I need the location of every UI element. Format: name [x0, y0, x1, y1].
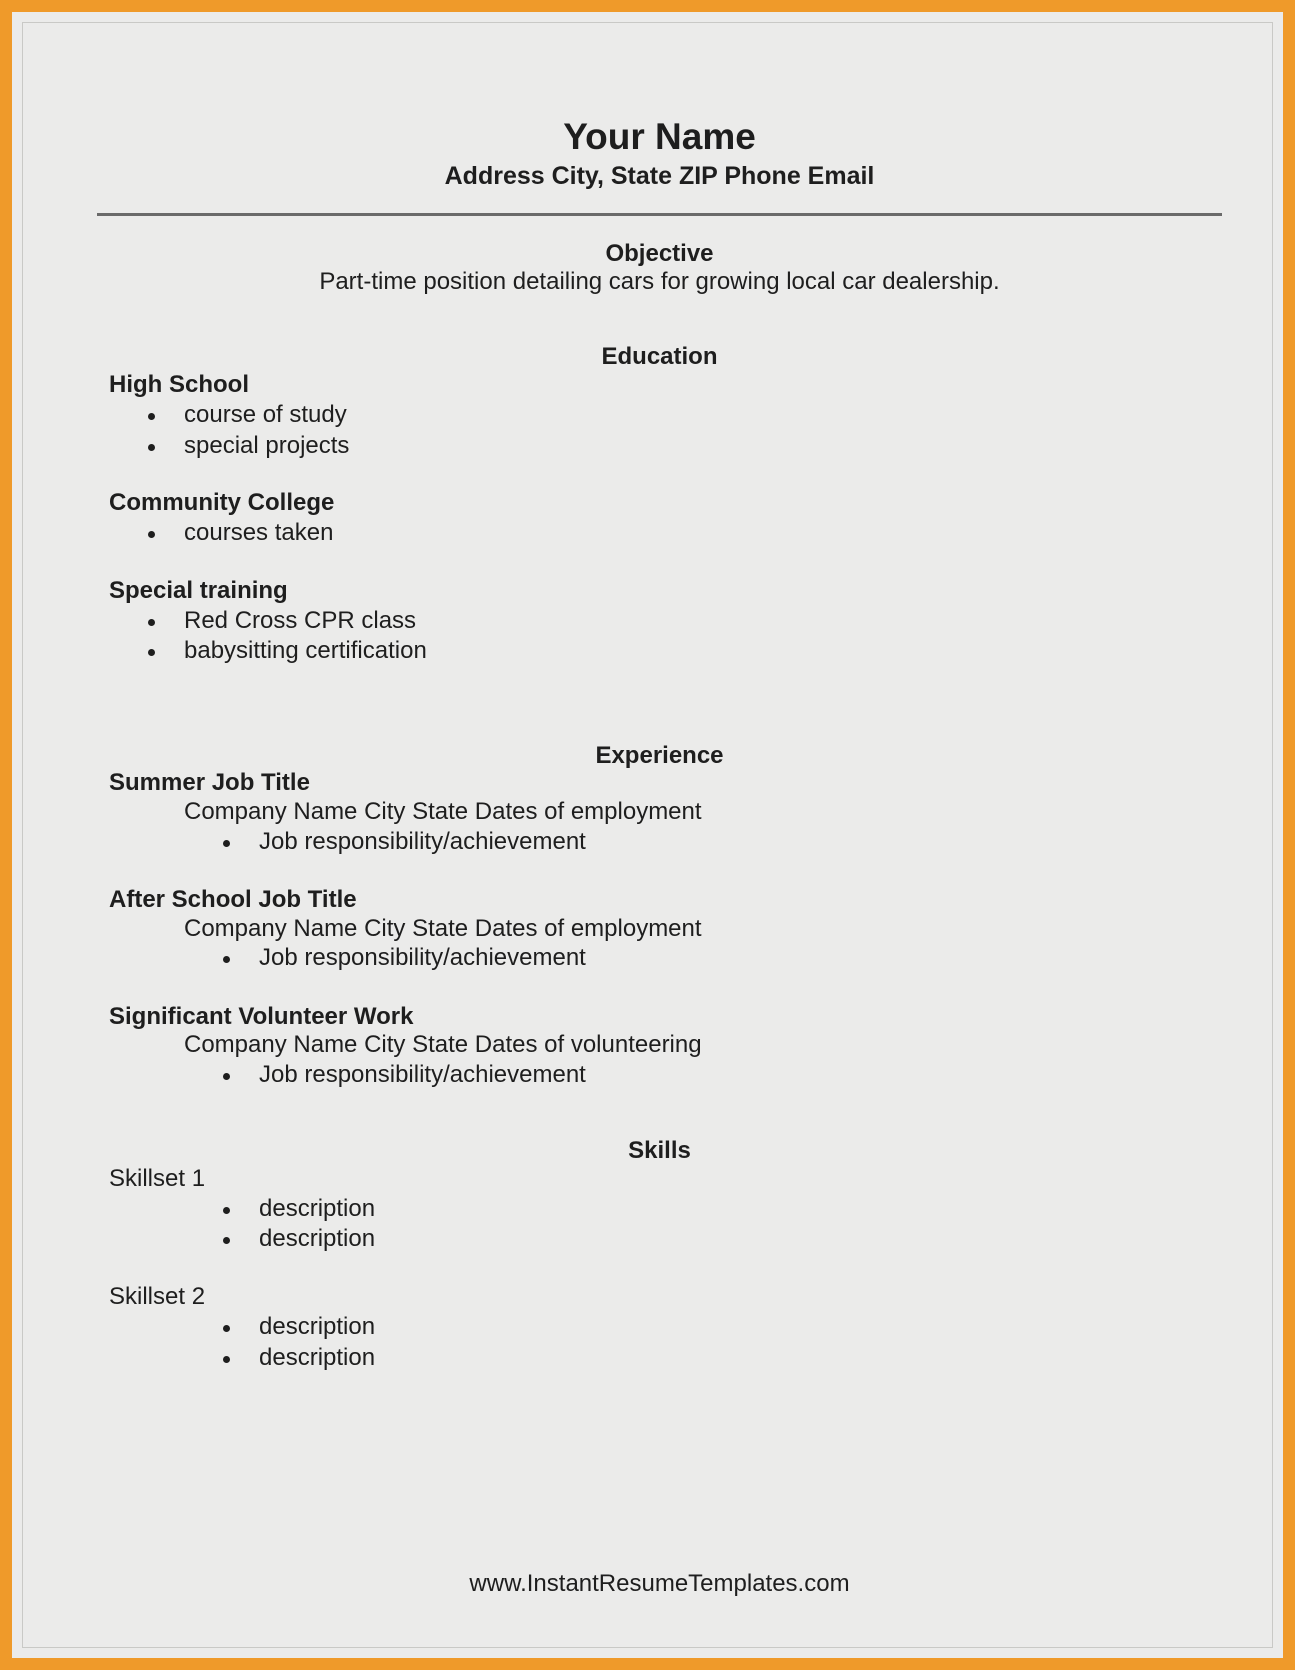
- education-group-title: Community College: [109, 489, 335, 516]
- job-details: Company Name City State Dates of volunteering: [184, 1031, 702, 1058]
- bullet-dot: [223, 1237, 230, 1244]
- education-item: course of study: [184, 401, 347, 428]
- contact-line: Address City, State ZIP Phone Email: [444, 162, 875, 190]
- skill-item: description: [259, 1344, 376, 1371]
- job-item: Job responsibility/achievement: [259, 944, 586, 971]
- footer-url: www.InstantResumeTemplates.com: [469, 1570, 850, 1597]
- education-item: babysitting certification: [184, 637, 427, 664]
- bullet-dot: [148, 649, 155, 656]
- job-item: Job responsibility/achievement: [259, 1061, 586, 1088]
- bullet-dot: [148, 413, 155, 420]
- skillset-title: Skillset 1: [109, 1165, 206, 1192]
- job-details: Company Name City State Dates of employment: [184, 798, 702, 825]
- education-group-title: Special training: [109, 577, 288, 604]
- education-item: Red Cross CPR class: [184, 607, 417, 634]
- objective-heading: Objective: [605, 240, 714, 267]
- bullet-dot: [223, 840, 230, 847]
- skill-item: description: [259, 1313, 376, 1340]
- job-title: Summer Job Title: [109, 769, 310, 796]
- job-item: Job responsibility/achievement: [259, 828, 586, 855]
- education-item: courses taken: [184, 519, 334, 546]
- bullet-dot: [223, 1073, 230, 1080]
- experience-heading: Experience: [595, 742, 724, 769]
- header-divider: [97, 213, 1222, 216]
- skillset-title: Skillset 2: [109, 1283, 206, 1310]
- bullet-dot: [148, 531, 155, 538]
- bullet-dot: [223, 1207, 230, 1214]
- resume-name: Your Name: [563, 116, 756, 157]
- bullet-dot: [223, 1356, 230, 1363]
- job-details: Company Name City State Dates of employment: [184, 915, 702, 942]
- education-group-title: High School: [109, 371, 249, 398]
- bullet-dot: [223, 1325, 230, 1332]
- skill-item: description: [259, 1225, 376, 1252]
- job-title: Significant Volunteer Work: [109, 1003, 414, 1030]
- objective-text: Part-time position detailing cars for growing local car dealership.: [319, 268, 1000, 295]
- bullet-dot: [148, 619, 155, 626]
- skill-item: description: [259, 1195, 376, 1222]
- job-title: After School Job Title: [109, 886, 357, 913]
- bullet-dot: [148, 444, 155, 451]
- skills-heading: Skills: [628, 1137, 691, 1164]
- bullet-dot: [223, 956, 230, 963]
- education-heading: Education: [601, 343, 718, 370]
- education-item: special projects: [184, 432, 350, 459]
